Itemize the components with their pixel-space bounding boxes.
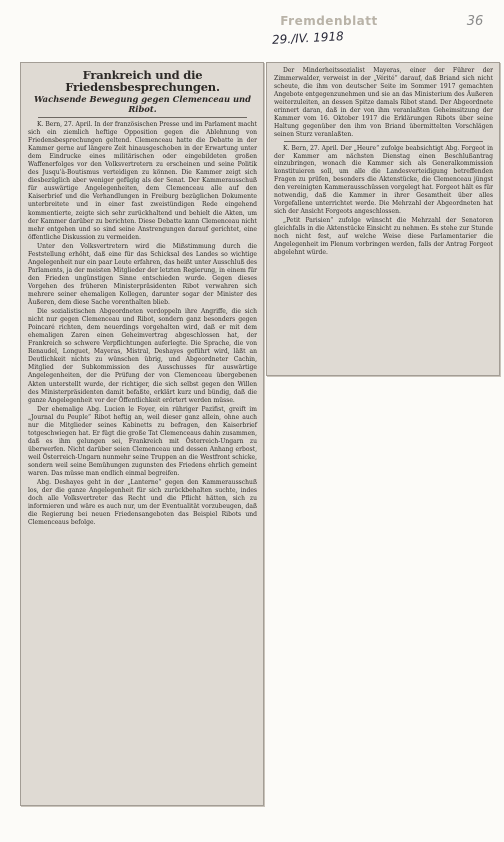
divider <box>38 117 247 118</box>
article-paragraph: K. Bern, 27. April. Der „Heure“ zufolge beabsichtigt Abg. Forgeot in der Kammer am nächsten Dienstag einen Beschlußantrag einzubringen, wonach die Kammer sich als Generalkommission konstituieren soll, um alle die Landesverteidigung betreffenden Fragen zu prüfen, besonders die Aktenstücke, die Clemenceau jüngst den vereinigten Kammerausschüssen vorgelegt hat. Forgeot hält es für notwendig, daß die Kammer in ihrer Gesamtheit über alles Vorgefallene unterrichtet werde. Die Mehrzahl der Abgeordneten hat sich der Ansicht Forgeots angeschlossen. <box>274 144 493 216</box>
article-paragraph: K. Bern, 27. April. In der französischen Presse und im Parlament macht sich ein ziemlich heftige Opposition gegen die Ablehnung von Friedensbesprechungen geltend. Clemenceau hatte die Debatte in der Kammer gerne auf längere Zeit hinausgeschoben in der Erwartung unter dem Eindrucke eines militärischen oder eingebildeten großen Waffenerfolges vor den Volksvertretern zu erscheinen und seine Politik des Jusqu'à-Boutismus verteidigen zu können. Die Kammer zeigt sich diesbezüglich aber weniger gefügig als der Senat. Der Kammerausschuß für auswärtige Angelegenheiten, dem Clemenceau alle auf den Kaiserbrief und die Verhandlungen in Freiburg bezüglichen Dokumente unterbreitete und in einer fast zweistündigen Rede eingehend kommentierte, zeigte sich sehr zurückhaltend und behielt die Akten, um der Kammer darüber zu berichten. Diese Debatte kann Clemenceau nicht mehr entgehen und so sind seine Anstrengungen darauf gerichtet, eine öffentliche Diskussion zu vermeiden. <box>28 121 257 241</box>
article-paragraph: „Petit Parisien“ zufolge wünscht die Mehrzahl der Senatoren gleichfalls in die Aktenstücke Einsicht zu nehmen. Es stehe zur Stunde noch nicht fest, auf welche Weise diese Parlamentarier die Angelegenheit im Plenum vorbringen werden, falls der Antrag Forgeot abgelehnt würde. <box>274 217 493 256</box>
page-number: 36 <box>466 14 484 29</box>
newspaper-clipping-left <box>20 62 264 806</box>
article-paragraph: Der ehemalige Abg. Lucien le Foyer, ein rühriger Pazifist, greift im „Journal du Peuple“ Ribot heftig an, weil dieser ganz allein, ohne auch nur die Mitglieder seines Kabinetts zu befragen, den Kaiserbrief totgeschwiegen hat. Er fügt die große Tat Clemenceaus dahin zusammen, daß es ihm gelungen sei, Frankreich mit Österreich-Ungarn zu überwerfen. Nicht darüber seien Clemenceau und dessen Anhang erbost, weil Österreich-Ungarn nunmehr seine Truppen an die Westfront schicke, sondern weil seine Bemühungen zugunsten des Friedens ehrlich gemeint waren. Das müsse man endlich einmal begreifen. <box>28 405 257 478</box>
divider <box>284 141 483 142</box>
newspaper-clipping-right <box>266 62 500 376</box>
left-column <box>21 63 263 527</box>
article-paragraph: Die sozialistischen Abgeordneten verdoppeln ihre Angriffe, die sich nicht nur gegen Clemenceau und Ribot, sondern ganz besonders gegen Poincaré richten, dem neuerdings vorgehalten wird, daß er mit dem ehemaligen Zaren einen Geheimvertrag abgeschlossen hat, der Frankreich so schwere Verpflichtungen auferlegte. Die Sprache, die von Renaudel, Longuet, Mayeras, Mistral, Deshayes geführt wird, läßt an Deutlichkeit nichts zu wünschen übrig, und Abgeordneter Cachin, Mitglied der Subkommission des Ausschusses für auswärtige Angelegenheiten, der die Prüfung der von Clemenceau übergebenen Akten unterstellt wurde, der richtiger, die sich selbst gegen den Willen des Ministerpräsidenten damit befaßte, erklärt kurz und bündig, daß die ganze Angelegenheit vor der Öffentlichkeit erörtert werden müsse. <box>28 308 257 404</box>
article-title: Frankreich und die Friedensbesprechungen. <box>65 68 220 94</box>
article-paragraph: Abg. Deshayes geht in der „Lanterne“ gegen den Kammerausschuß los, der die ganze Angelegenheit für sich zurückbehalten suchte, indes doch alle Volksvertreter das Recht und die Pflicht hätten, sich zu informieren und wäre es auch nur, um der Eventualität vorzubeugen, daß die Regierung bei neuen Friedensangeboten das Beispiel Ribots und Clemenceaus befolge. <box>28 479 257 527</box>
article-paragraph: Unter den Volksvertretern wird die Mißstimmung durch die Feststellung erhöht, daß eine für das Schicksal des Landes so wichtige Angelegenheit nur ein paar Leute erfahren, das heißt unter Ausschluß des Parlaments, ja der meisten Mitglieder der letzten Regierung, in einem für den Frieden ungünstigen Sinne entschieden wurde. Gegen dieses Vorgehen des früheren Ministerpräsidenten Ribot verwahren sich mehrere seiner ehemaligen Kollegen, darunter sogar der Minister des Äußeren, dem diese Sache vorenthalten blieb. <box>28 242 257 307</box>
article-paragraph: Der Minderheitssozialist Mayeras, einer der Führer der Zimmerwalder, verweist in der „Vérité“ darauf, daß Briand sich nicht scheute, die ihm von deutscher Seite im Sommer 1917 gemachten Angebote entgegenzunehmen und sie an das Ministerium des Äußeren weiterzuleiten, an dessen Spitze damals Ribot stand. Der Abgeordnete erinnert daran, daß in der von ihm veranlaßten Geheimsitzung der Kammer vom 16. Oktober 1917 die Erklärungen Ribots über seine Haltung gegenüber den ihm von Briand übermittelten Vorschlägen seinen Sturz veranlaßten. <box>274 67 493 138</box>
right-column <box>267 63 499 257</box>
handwritten-date: 29./IV. 1918 <box>271 29 345 47</box>
article-subtitle: Wachsende Bewegung gegen Clemenceau und Ribot. <box>34 94 251 114</box>
newspaper-stamp: Fremdenblatt <box>280 14 378 28</box>
